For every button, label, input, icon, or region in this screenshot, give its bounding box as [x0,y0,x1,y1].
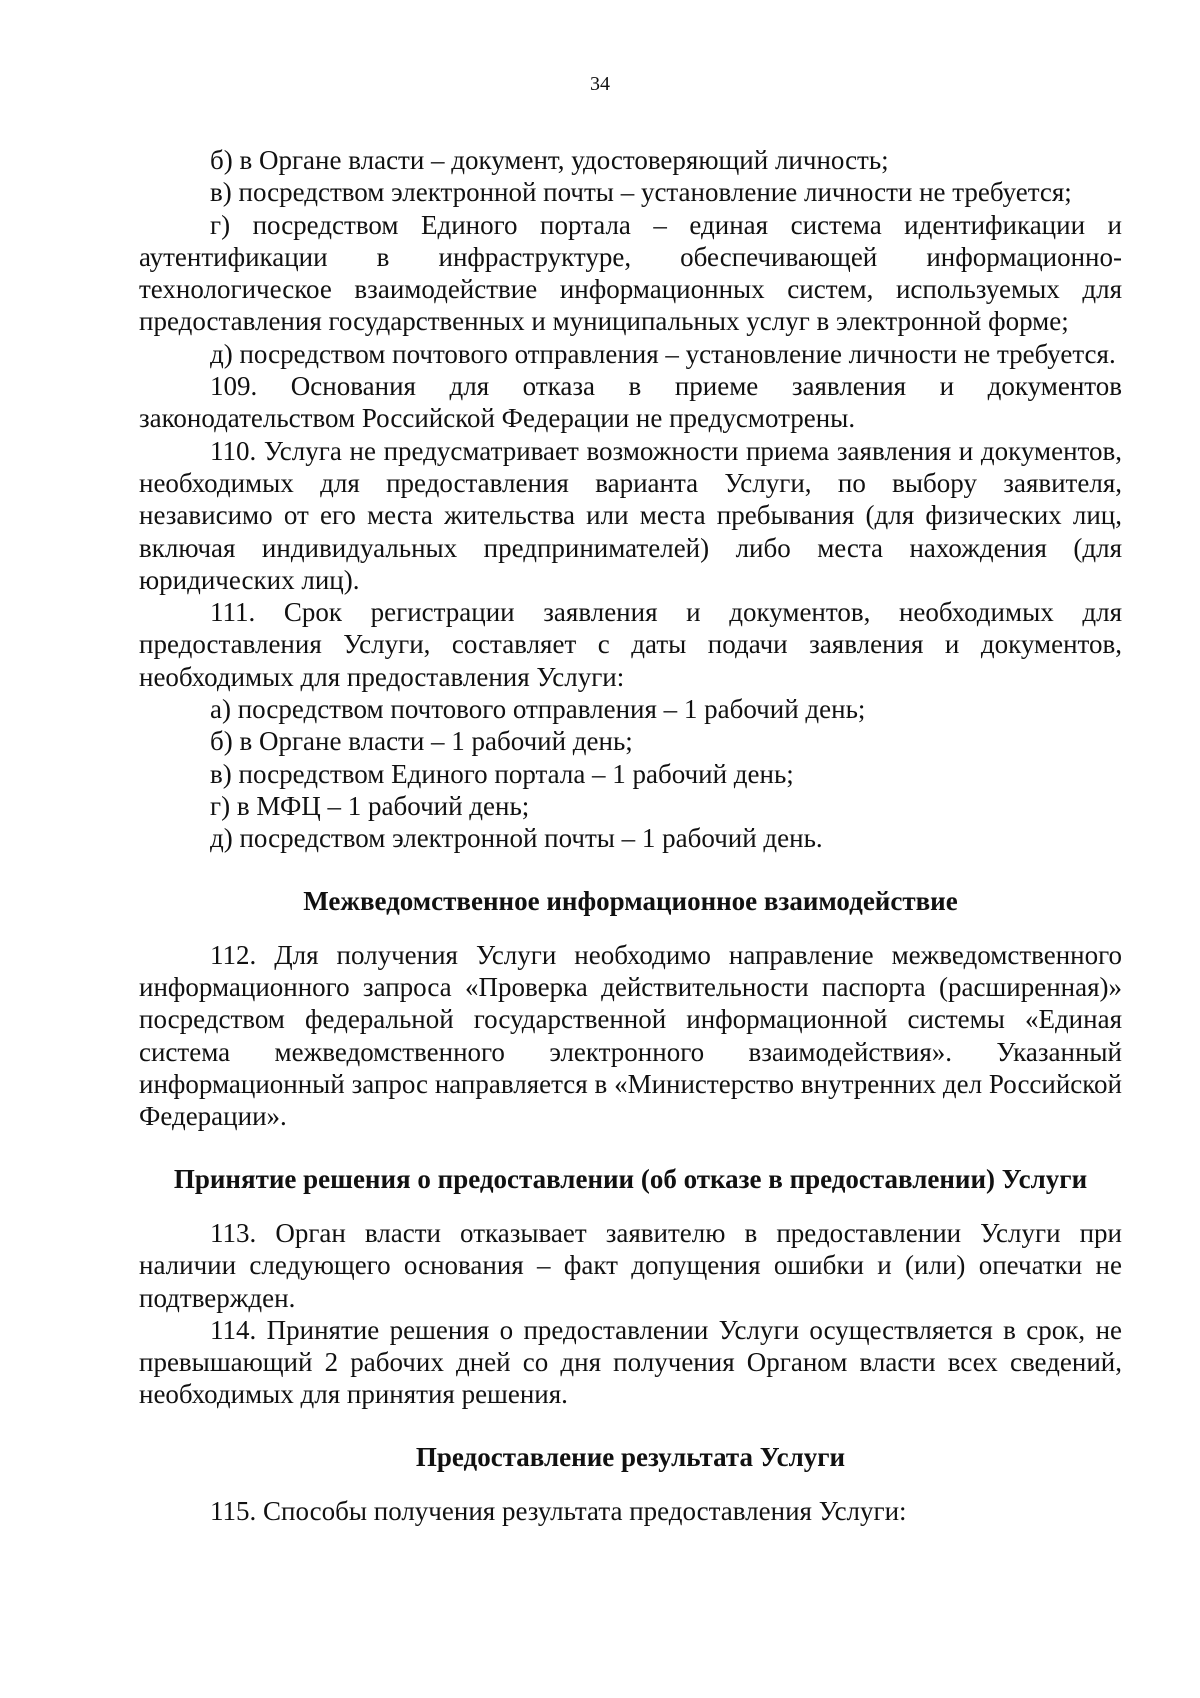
paragraph-110: 110. Услуга не предусматривает возможности приема заявления и документов, необходимых для предоставления варианта Услуги, по выбору заявителя, независимо от его места жительства или места пребывания (для физических лиц, включая индивидуальных предпринимателей) либо места нахождения (для юридических лиц). [139,435,1122,595]
list-item-portal: в) посредством Единого портала – 1 рабочий день; [210,758,794,789]
spacer [139,1133,1122,1163]
spacer [139,1411,1122,1441]
document-body [139,144,1122,1527]
paragraph-112: 112. Для получения Услуги необходимо направление межведомственного информационного запроса «Проверка действительности паспорта (расширенная)» посредством федеральной государственной информационной системы «Единая система межведомственного электронного взаимодействия». Указанный информационный запрос направляется в «Министерство внутренних дел Российской Федерации». [139,939,1122,1132]
spacer [139,917,1122,939]
paragraph-111: 111. Срок регистрации заявления и документов, необходимых для предоставления Услуги, составляет с даты подачи заявления и документов, необходимых для предоставления Услуги: [139,597,1122,692]
section-heading-interagency: Межведомственное информационное взаимодействие [303,885,958,916]
paragraph-identity-post: д) посредством почтового отправления – установление личности не требуется. [210,338,1116,369]
spacer [139,855,1122,885]
paragraph-114: 114. Принятие решения о предоставлении Услуги осуществляется в срок, не превышающий 2 рабочих дней со дня получения Органом власти всех сведений, необходимых для принятия решения. [139,1314,1122,1410]
section-heading-decision: Принятие решения о предоставлении (об отказе в предоставлении) Услуги [173,1163,1088,1194]
section-heading-result: Предоставление результата Услуги [415,1441,846,1472]
list-item-post: а) посредством почтового отправления – 1 рабочий день; [210,694,866,725]
paragraph-identity-authority: б) в Органе власти – документ, удостоверяющий личность; [210,145,889,175]
paragraph-109: 109. Основания для отказа в приеме заявления и документов законодательством Российской Федерации не предусмотрены. [139,371,1122,434]
paragraph-identity-email: в) посредством электронной почты – установление личности не требуется; [210,177,1072,208]
spacer [139,1195,1122,1217]
page-number: 34 [590,73,610,95]
list-item-email: д) посредством электронной почты – 1 рабочий день. [210,823,823,854]
list-item-authority: б) в Органе власти – 1 рабочий день; [210,726,633,757]
list-item-mfc: г) в МФЦ – 1 рабочий день; [210,790,530,821]
paragraph-identity-portal: г) посредством Единого портала – единая система идентификации и аутентификации в инфраструктуре, обеспечивающей информационно-технологическое взаимодействие информационных систем, используемых для предоставления государственных и муниципальных услуг в электронной форме; [139,209,1122,337]
paragraph-115: 115. Способы получения результата предоставления Услуги: [210,1495,907,1526]
paragraph-113: 113. Орган власти отказывает заявителю в предоставлении Услуги при наличии следующего основания – факт допущения ошибки и (или) опечатки не подтвержден. [139,1217,1122,1313]
spacer [139,1473,1122,1495]
